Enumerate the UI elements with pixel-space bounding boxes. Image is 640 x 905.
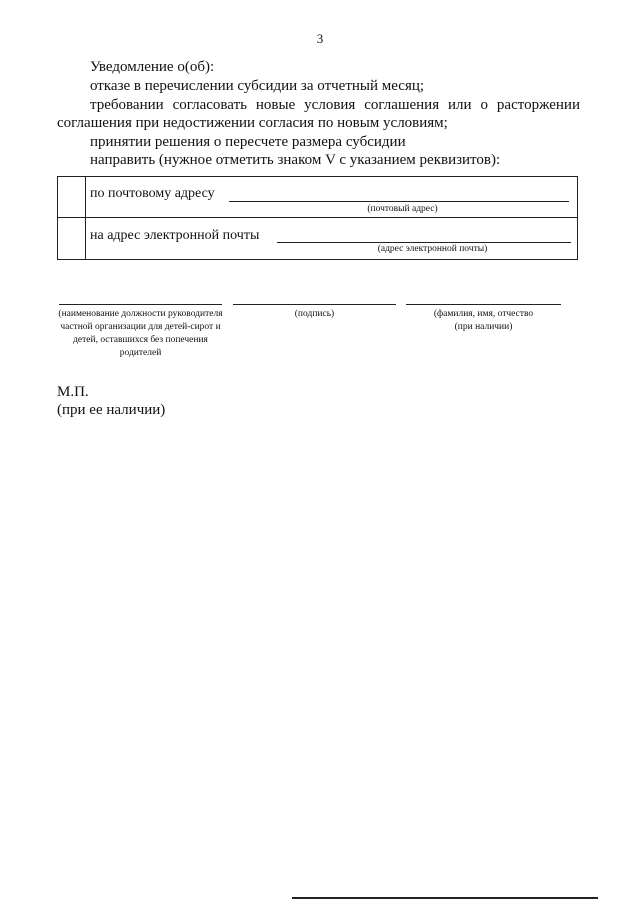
email-address-field[interactable] — [277, 242, 571, 243]
postal-address-checkbox[interactable] — [58, 177, 85, 216]
name-line[interactable] — [406, 304, 561, 305]
signature-caption: (подпись) — [294, 309, 335, 319]
stamp-note: (при ее наличии) — [57, 402, 166, 418]
notice-item-requirement-line1: требовании согласовать новые условия соглашения или о расторжении — [90, 97, 580, 113]
notice-direct-instruction: направить (нужное отметить знаком V с указанием реквизитов): — [90, 152, 501, 168]
email-address-checkbox[interactable] — [58, 218, 85, 259]
footer-rule — [292, 897, 598, 899]
postal-address-label: по почтовому адресу — [90, 186, 215, 201]
name-caption-line2: (при наличии) — [454, 322, 513, 332]
email-address-label: на адрес электронной почты — [90, 228, 260, 243]
notice-item-requirement-line2: соглашения при недостижении согласия по новым условиям; — [57, 115, 448, 131]
signature-line[interactable] — [233, 304, 396, 305]
notice-item-refusal: отказе в перечислении субсидии за отчетный месяц; — [90, 78, 425, 94]
position-line[interactable] — [59, 304, 222, 305]
notice-heading: Уведомление о(об): — [90, 59, 215, 75]
postal-address-field[interactable] — [229, 201, 569, 202]
checkbox-column-divider — [85, 177, 86, 259]
row-divider — [58, 217, 577, 218]
email-address-hint: (адрес электронной почты) — [377, 244, 488, 254]
stamp-label: М.П. — [57, 384, 89, 400]
position-caption: (наименование должности руководителя частной организации для детей-сирот и детей, оставшихся без попечения родителей — [58, 309, 223, 358]
page-number: 3 — [316, 31, 324, 46]
postal-address-hint: (почтовый адрес) — [367, 204, 438, 214]
name-caption-line1: (фамилия, имя, отчество — [433, 309, 534, 319]
notice-item-recalculation: принятии решения о пересчете размера субсидии — [90, 134, 406, 150]
